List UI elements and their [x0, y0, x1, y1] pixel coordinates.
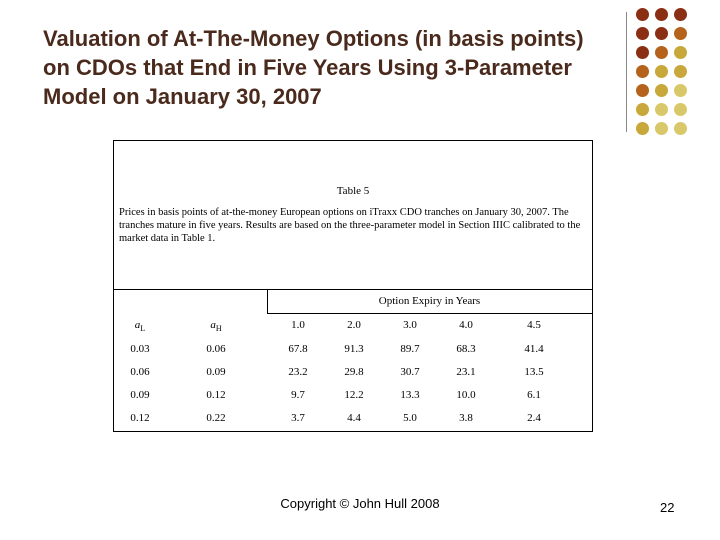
- table-cell: 5.0: [403, 412, 417, 424]
- decorative-dot: [655, 27, 668, 40]
- table-cell: 0.03: [130, 343, 150, 355]
- decorative-dot: [674, 103, 687, 116]
- decorative-dot: [674, 65, 687, 78]
- table-label: Table 5: [336, 185, 370, 197]
- column-header: 4.0: [459, 319, 473, 331]
- column-header: $a_H$: [210, 319, 222, 334]
- table-cell: 0.09: [130, 389, 150, 401]
- table-cell: 0.12: [130, 412, 150, 424]
- table-cell: 23.2: [288, 366, 308, 378]
- divider-line: [626, 12, 627, 132]
- column-header: 2.0: [347, 319, 361, 331]
- column-header: 3.0: [403, 319, 417, 331]
- copyright-footer: Copyright © John Hull 2008: [280, 496, 440, 511]
- decorative-dot: [655, 103, 668, 116]
- decorative-dot: [674, 8, 687, 21]
- decorative-dot: [636, 65, 649, 78]
- decorative-dot: [674, 84, 687, 97]
- table-description: Prices in basis points of at-the-money European options on iTraxx CDO tranches on January 30, 2007. The tranches mature in five years. Results are based on the three-parameter model in Section IIIC calibrated to the market data in Table 1.: [119, 207, 581, 244]
- decorative-dot: [655, 65, 668, 78]
- header-divider: [267, 289, 268, 313]
- table-top-rule: [114, 289, 592, 290]
- table-cell: 2.4: [527, 412, 541, 424]
- decorative-dot: [655, 46, 668, 59]
- table-panel: [113, 140, 593, 432]
- group-header-rule: [267, 313, 592, 314]
- slide-title: Valuation of At-The-Money Options (in basis points) on CDOs that End in Five Years Using 3-Parameter Model on January 30, 2007: [43, 26, 584, 109]
- decorative-dot: [636, 84, 649, 97]
- table-cell: 13.5: [524, 366, 544, 378]
- decorative-dot: [636, 8, 649, 21]
- decorative-dot: [655, 84, 668, 97]
- decorative-dot: [636, 46, 649, 59]
- decorative-dot: [674, 122, 687, 135]
- table-cell: 30.7: [400, 366, 420, 378]
- table-cell: 13.3: [400, 389, 420, 401]
- table-cell: 23.1: [456, 366, 476, 378]
- table-cell: 0.06: [130, 366, 150, 378]
- decorative-dot: [655, 122, 668, 135]
- column-header: $a_L$: [134, 319, 146, 334]
- table-cell: 10.0: [456, 389, 476, 401]
- decorative-dot: [674, 46, 687, 59]
- table-cell: 12.2: [344, 389, 364, 401]
- column-header: 4.5: [527, 319, 541, 331]
- table-cell: 89.7: [400, 343, 420, 355]
- table-cell: 68.3: [456, 343, 476, 355]
- table-cell: 3.8: [459, 412, 473, 424]
- table-cell: 41.4: [524, 343, 544, 355]
- column-header: 1.0: [291, 319, 305, 331]
- table-cell: 91.3: [344, 343, 364, 355]
- table-cell: 0.22: [206, 412, 226, 424]
- decorative-dot: [636, 27, 649, 40]
- table-cell: 4.4: [347, 412, 361, 424]
- table-cell: 67.8: [288, 343, 308, 355]
- decorative-dot: [636, 103, 649, 116]
- expiry-group-header: Option Expiry in Years: [378, 295, 481, 307]
- table-cell: 9.7: [291, 389, 305, 401]
- table-cell: 0.12: [206, 389, 226, 401]
- table-cell: 3.7: [291, 412, 305, 424]
- page-number: 22: [660, 500, 675, 515]
- table-cell: 0.06: [206, 343, 226, 355]
- decorative-dot: [655, 8, 668, 21]
- table-cell: 29.8: [344, 366, 364, 378]
- decorative-dot: [636, 122, 649, 135]
- table-cell: 6.1: [527, 389, 541, 401]
- decorative-dot: [674, 27, 687, 40]
- table-cell: 0.09: [206, 366, 226, 378]
